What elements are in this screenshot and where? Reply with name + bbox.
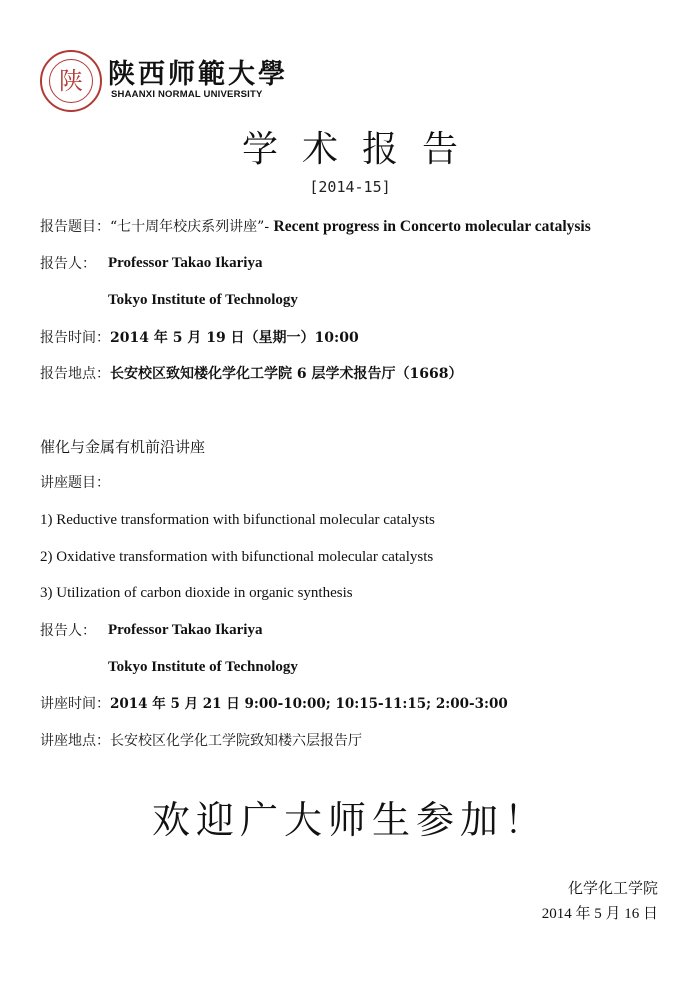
report-topic-cn: “七十周年校庆系列讲座”- — [110, 219, 274, 235]
university-name-en: SHAANXI NORMAL UNIVERSITY — [111, 89, 263, 100]
report-speaker-name: Professor Takao Ikariya — [108, 255, 263, 271]
lecture-time-line — [40, 693, 508, 714]
report-place-value: 长安校区致知楼化学化工学院 6 层学术报告厅（1668） — [110, 366, 463, 382]
lecture-series-heading: 催化与金属有机前沿讲座 — [40, 438, 206, 456]
lecture-place-line — [40, 730, 362, 751]
lecture-place-label: 讲座地点： — [40, 733, 110, 749]
university-name-cn: 陕西师範大學 — [108, 59, 288, 90]
lecture-place-value: 长安校区化学化工学院致知楼六层报告厅 — [110, 733, 362, 749]
report-speaker-affiliation: Tokyo Institute of Technology — [108, 292, 298, 308]
welcome-message: 欢迎广大师生参加！ — [151, 798, 548, 842]
signature-date: 2014 年 5 月 16 日 — [541, 906, 658, 922]
university-seal — [40, 50, 102, 112]
report-number: [2014-15] — [309, 178, 391, 196]
report-topic-label: 报告题目： — [40, 219, 110, 235]
report-topic-line — [40, 216, 591, 237]
report-topic-en: Recent progress in Concerto molecular catalysis — [273, 218, 591, 235]
lecture-topic-1: 1) Reductive transformation with bifunctional molecular catalysts — [40, 512, 435, 528]
lecture-topic-3: 3) Utilization of carbon dioxide in organic synthesis — [40, 585, 353, 601]
report-time-value: 2014 年 5 月 19 日（星期一）10:00 — [110, 330, 359, 346]
report-time-line — [40, 327, 359, 348]
seal-character: 陕 — [59, 67, 83, 95]
lecture-speaker-affiliation: Tokyo Institute of Technology — [108, 659, 298, 675]
report-place-line — [40, 363, 462, 384]
lecture-speaker-label: 报告人： — [40, 623, 96, 639]
lecture-speaker-line — [40, 620, 263, 641]
report-time-label: 报告时间： — [40, 330, 110, 346]
lecture-time-value: 2014 年 5 月 21 日 9:00-10:00; 10:15-11:15; 2:00-3:00 — [110, 696, 508, 712]
lecture-speaker-name: Professor Takao Ikariya — [108, 622, 263, 638]
signature-organization: 化学化工学院 — [567, 879, 658, 897]
report-speaker-label: 报告人： — [40, 256, 96, 272]
report-speaker-line — [40, 253, 263, 274]
lecture-topics-label: 讲座题目： — [40, 475, 110, 491]
lecture-time-label: 讲座时间： — [40, 696, 110, 712]
page-title: 学术报告 — [241, 129, 482, 170]
lecture-topic-2: 2) Oxidative transformation with bifunctional molecular catalysts — [40, 549, 434, 565]
report-place-label: 报告地点： — [40, 366, 110, 382]
seal-inner-ring — [49, 59, 93, 103]
